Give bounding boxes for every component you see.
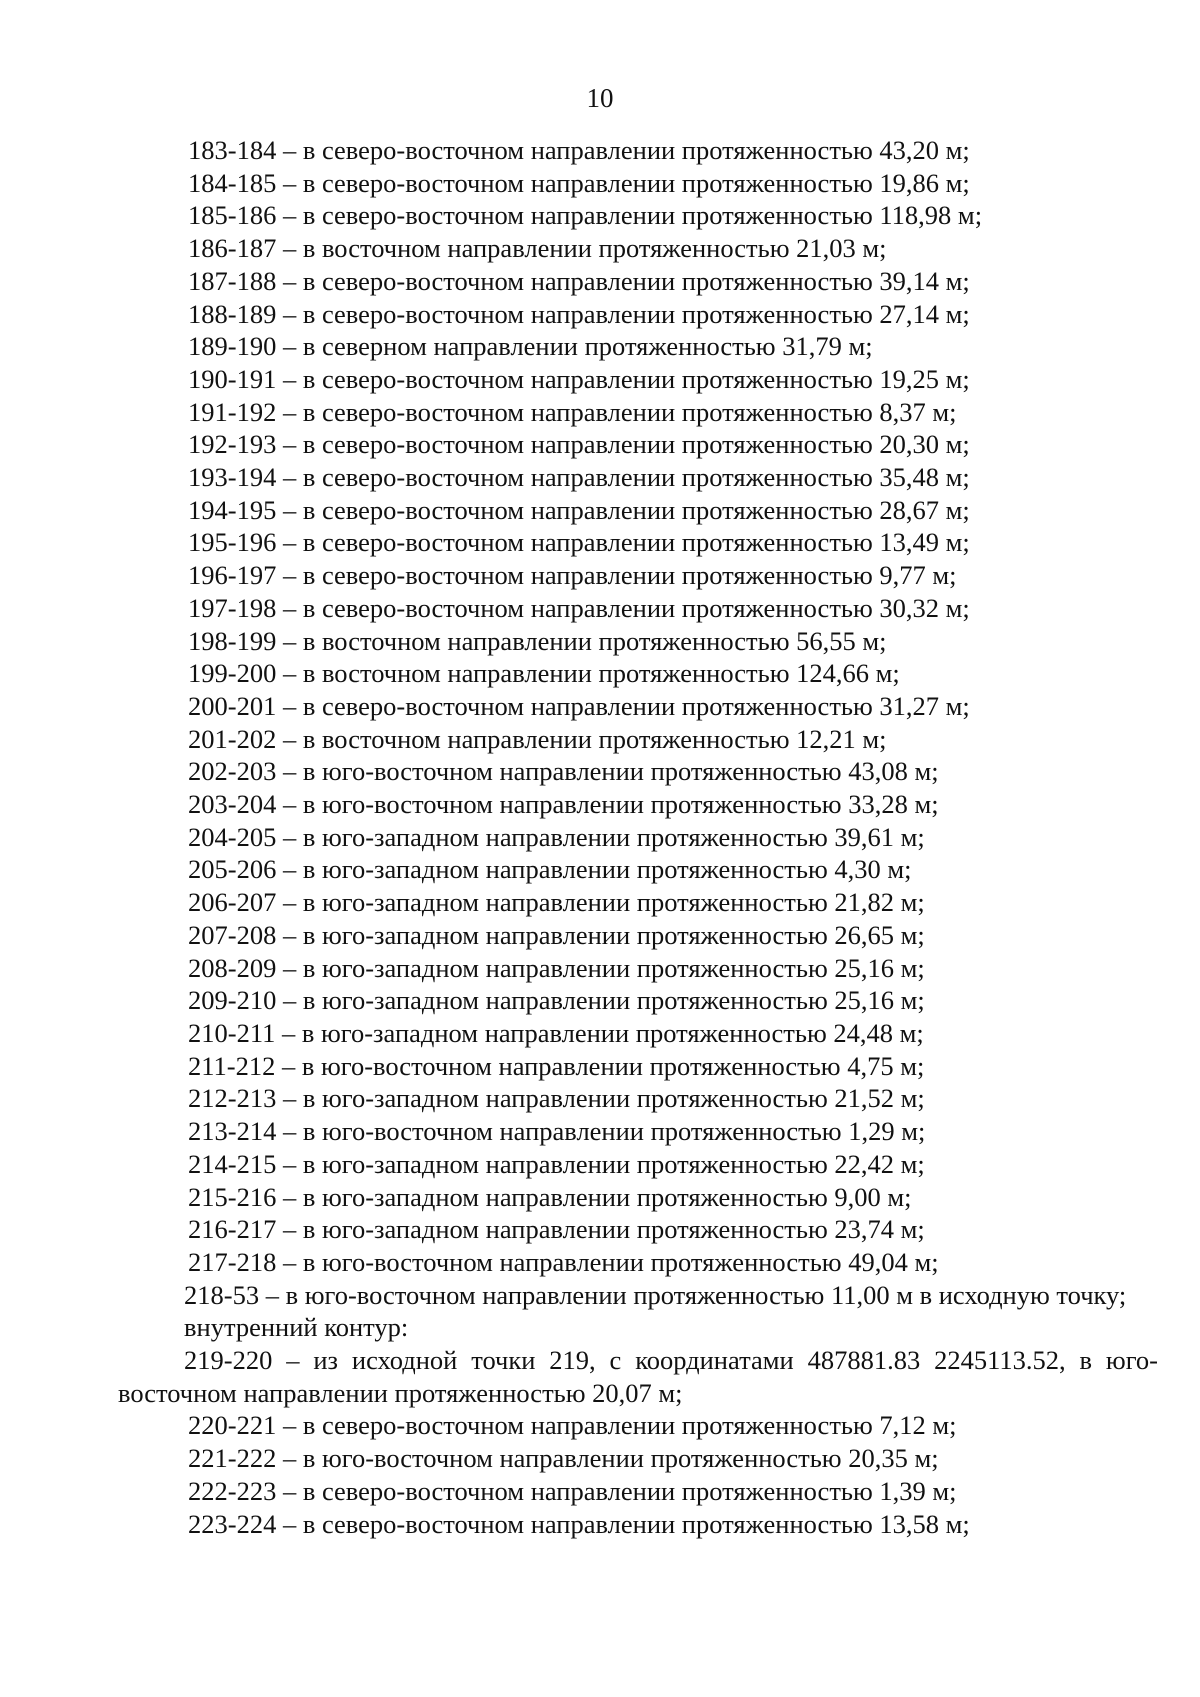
boundary-segment-line: 187-188 – в северо-восточном направлении протяженностью 39,14 м; — [188, 265, 970, 296]
page-number: 10 — [586, 83, 614, 113]
boundary-segment-line: 196-197 – в северо-восточном направлении протяженностью 9,77 м; — [188, 560, 957, 591]
boundary-segment-line: 202-203 – в юго-восточном направлении протяженностью 43,08 м; — [188, 756, 939, 787]
boundary-segment-line: 191-192 – в северо-восточном направлении протяженностью 8,37 м; — [188, 396, 957, 427]
boundary-segment-line: 208-209 – в юго-западном направлении протяженностью 25,16 м; — [188, 952, 925, 983]
boundary-segment-line: 205-206 – в юго-западном направлении протяженностью 4,30 м; — [188, 854, 912, 885]
boundary-segment-line: 184-185 – в северо-восточном направлении протяженностью 19,86 м; — [188, 167, 970, 198]
boundary-segment-line: 185-186 – в северо-восточном направлении протяженностью 118,98 м; — [188, 200, 983, 231]
boundary-segment-line: 223-224 – в северо-восточном направлении протяженностью 13,58 м; — [188, 1508, 970, 1539]
boundary-segment-line: 216-217 – в юго-западном направлении протяженностью 23,74 м; — [188, 1214, 925, 1245]
boundary-segment-line: 210-211 – в юго-западном направлении протяженностью 24,48 м; — [188, 1017, 924, 1048]
boundary-segment-line: 198-199 – в восточном направлении протяженностью 56,55 м; — [188, 625, 887, 656]
closing-segment: 218-53 – в юго-восточном направлении протяженностью 11,00 м в исходную точку; — [184, 1279, 1127, 1310]
boundary-segment-line: 195-196 – в северо-восточном направлении протяженностью 13,49 м; — [188, 527, 970, 558]
boundary-segment-line: 206-207 – в юго-западном направлении протяженностью 21,82 м; — [188, 887, 925, 918]
boundary-segment-line: 199-200 – в восточном направлении протяженностью 124,66 м; — [188, 658, 900, 689]
boundary-segment-line: 212-213 – в юго-западном направлении протяженностью 21,52 м; — [188, 1083, 925, 1114]
inner-contour-label: внутренний контур: — [184, 1312, 409, 1343]
boundary-segment-line: 215-216 – в юго-западном направлении протяженностью 9,00 м; — [188, 1181, 912, 1212]
boundary-segment-line: 221-222 – в юго-восточном направлении протяженностью 20,35 м; — [188, 1443, 939, 1474]
boundary-segment-line: 222-223 – в северо-восточном направлении протяженностью 1,39 м; — [188, 1475, 957, 1506]
boundary-segment-line: 190-191 – в северо-восточном направлении протяженностью 19,25 м; — [188, 363, 970, 394]
boundary-segment-line: 217-218 – в юго-восточном направлении протяженностью 49,04 м; — [188, 1246, 939, 1277]
boundary-segment-line: 200-201 – в северо-восточном направлении протяженностью 31,27 м; — [188, 690, 970, 721]
boundary-segment-line: 211-212 – в юго-восточном направлении протяженностью 4,75 м; — [188, 1050, 925, 1081]
inner-first-segment: 219-220 – из исходной точки 219, с координатами 487881.83 2245113.52, в юго- восточном направлении протяженностью 20,07 м; — [118, 1345, 1158, 1408]
boundary-segment-line: 186-187 – в восточном направлении протяженностью 21,03 м; — [188, 233, 887, 264]
boundary-segment-line: 201-202 – в восточном направлении протяженностью 12,21 м; — [188, 723, 887, 754]
boundary-segment-line: 189-190 – в северном направлении протяженностью 31,79 м; — [188, 331, 873, 362]
inner-contour-segment-list — [118, 1409, 1158, 1540]
boundary-segment-line: 220-221 – в северо-восточном направлении протяженностью 7,12 м; — [188, 1410, 957, 1441]
boundary-segment-line: 183-184 – в северо-восточном направлении протяженностью 43,20 м; — [188, 135, 970, 165]
document-body — [118, 134, 1158, 1540]
boundary-segment-line: 197-198 – в северо-восточном направлении протяженностью 30,32 м; — [188, 592, 970, 623]
outer-contour-segment-list — [118, 134, 1158, 1279]
boundary-segment-line: 188-189 – в северо-восточном направлении протяженностью 27,14 м; — [188, 298, 970, 329]
boundary-segment-line: 213-214 – в юго-восточном направлении протяженностью 1,29 м; — [188, 1116, 926, 1147]
boundary-segment-line: 193-194 – в северо-восточном направлении протяженностью 35,48 м; — [188, 462, 970, 493]
boundary-segment-line: 207-208 – в юго-западном направлении протяженностью 26,65 м; — [188, 919, 925, 950]
boundary-segment-line: 214-215 – в юго-западном направлении протяженностью 22,42 м; — [188, 1148, 925, 1179]
boundary-segment-line: 203-204 – в юго-восточном направлении протяженностью 33,28 м; — [188, 789, 939, 820]
boundary-segment-line: 194-195 – в северо-восточном направлении протяженностью 28,67 м; — [188, 494, 970, 525]
boundary-segment-line: 192-193 – в северо-восточном направлении протяженностью 20,30 м; — [188, 429, 970, 460]
boundary-segment-line: 209-210 – в юго-западном направлении протяженностью 25,16 м; — [188, 985, 925, 1016]
boundary-segment-line: 204-205 – в юго-западном направлении протяженностью 39,61 м; — [188, 821, 925, 852]
